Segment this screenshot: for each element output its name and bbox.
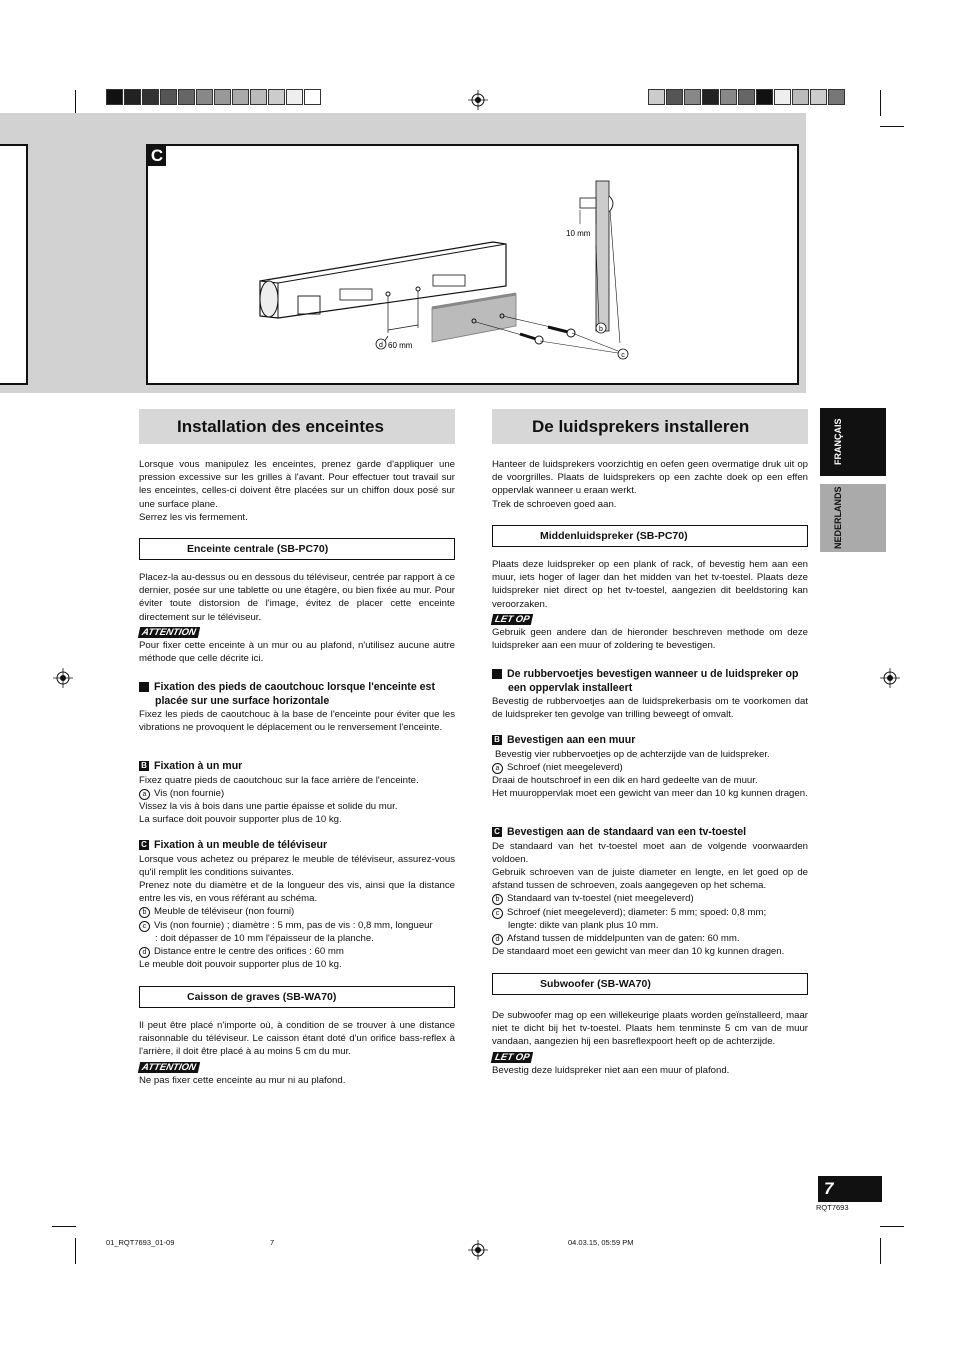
c-load-fr: Le meuble doit pouvoir supporter plus de 10 kg. [139, 959, 342, 971]
c-text2-nl: Gebruik schroeven van de juiste diameter en lengte, en let goed op de afstand tussen de schroeven, zoals aangegeven op het schema. [492, 867, 808, 892]
b-line1-nl: Bevestig vier rubbervoetjes op de achterzijde van de luidspreker. [495, 748, 770, 760]
b-line3-nl: Draai de houtschroef in een dik en hard gedeelte van de muur. [492, 775, 758, 786]
subtitle-sub-fr: Caisson de graves (SB-WA70) [139, 986, 455, 1008]
tab-francais-label: FRANÇAIS [833, 418, 843, 466]
letter-b-icon: B [139, 761, 149, 771]
letop-badge: LET OP [491, 614, 534, 625]
a-title-fr: Fixation des pieds de caoutchouc lorsque l'enceinte est placée sur une surface horizontale [154, 681, 435, 707]
subtitle-sub-nl: Subwoofer (SB-WA70) [492, 973, 808, 995]
crop-mark [75, 1238, 76, 1264]
crop-mark [880, 1226, 904, 1227]
letter-b-icon: B [492, 735, 502, 745]
intro-fr-p1: Lorsque vous manipulez les enceintes, prenez garde d'appliquer une pression excessive sur les grilles à l'avant. Pour effectuer tout travail sur les enceintes, celles-ci doivent être placées sur un chiffon doux posé sur une surface plane. [139, 459, 455, 510]
footer-date: 04.03.15, 05:59 PM [568, 1238, 634, 1247]
b-title-nl: Bevestigen aan een muur [507, 734, 636, 746]
center-text-fr: Placez-la au-dessus ou en dessous du téléviseur, centrée par rapport à ce dernier, posée sur une tablette ou une étagère, ou bien fixée au mur. Pour éviter toute distorsion de l'image, évitez de placer cette enceinte directement sur le téléviseur. [139, 572, 455, 623]
c-b-nl: Standaard van tv-toestel (niet meegeleverd) [507, 893, 694, 905]
sub-text-nl: De subwoofer mag op een willekeurige plaats worden geïnstalleerd, maar niet te dicht bij het tv-toestel. Plaats hem tenminste 5 cm van de muur vandaan, aangezien hij een basreflexpoort heeft op de achterzijde. [492, 1010, 808, 1048]
c-c2-nl: lengte: dikte van plank plus 10 mm. [508, 919, 659, 931]
callout-c: c [621, 352, 625, 359]
section-title-nl: De luidsprekers installeren [492, 409, 808, 444]
letter-a-icon: A [139, 682, 149, 692]
callout-b: b [599, 326, 603, 333]
figure-side-box [0, 144, 28, 385]
page-number: 7 [818, 1176, 882, 1202]
crop-mark [880, 1238, 881, 1264]
subtitle-center-nl: Middenluidspreker (SB-PC70) [492, 525, 808, 547]
c-d-nl: Afstand tussen de middelpunten van de gaten: 60 mm. [507, 933, 740, 945]
registration-target-icon [468, 90, 488, 110]
figure-label: C [148, 146, 166, 166]
attention-badge: ATTENTION [138, 627, 200, 638]
c-text2-fr: Prenez note du diamètre et de la longueur des vis, ainsi que la distance entre les vis, en vous référant au schéma. [139, 880, 455, 905]
b-line2-nl: Schroef (niet meegeleverd) [507, 761, 623, 773]
b-line4-nl: Het muuroppervlak moet een gewicht van meer dan 10 kg kunnen dragen. [492, 788, 808, 800]
page-code: RQT7693 [816, 1203, 849, 1212]
center-letop-nl: Gebruik geen andere dan de hieronder beschreven methode om deze luidspreker aan een muur of zoldering te bevestigen. [492, 627, 808, 652]
sub-attention-fr: Ne pas fixer cette enceinte au mur ni au plafond. [139, 1074, 346, 1086]
speaker-mount-diagram [148, 146, 797, 383]
c-load-nl: De standaard moet een gewicht van meer dan 10 kg kunnen dragen. [492, 946, 785, 958]
crop-mark [880, 126, 904, 127]
section-a-fr [133, 681, 455, 735]
circle-a-icon: a [139, 789, 150, 800]
section-title-fr: Installation des enceintes [139, 409, 455, 444]
c-c1-nl: Schroef (niet meegeleverd); diameter: 5 mm; spoed: 0,8 mm; [507, 906, 767, 918]
intro-nl-p1: Hanteer de luidsprekers voorzichtig en oefen geen overmatige druk uit op de voorgrilles. Plaats de luidsprekers op een zachte doek op een effen oppervlak wanneer u eraan werkt. [492, 459, 808, 497]
color-bar-left [106, 89, 322, 107]
tab-nederlands-label: NEDERLANDS [833, 486, 843, 550]
footer-page: 7 [270, 1238, 275, 1247]
center-text-nl: Plaats deze luidspreker op een plank of rack, of bevestig hem aan een muur, iets hoger of lager dan het midden van het tv-toestel. Plaats deze luidspreker niet direct op het tv-toestel, aangezien dit beeldstoring kan veroorzaken. [492, 559, 808, 610]
circle-c-icon: c [139, 921, 150, 932]
circle-d-icon: d [139, 947, 150, 958]
section-a-nl [486, 668, 808, 722]
circle-a-icon: a [492, 763, 503, 774]
sub-letop-nl: Bevestig deze luidspreker niet aan een muur of plafond. [492, 1064, 730, 1076]
c-title-nl: Bevestigen aan de standaard van een tv-toestel [507, 826, 747, 838]
c-c1-fr: Vis (non fournie) ; diamètre : 5 mm, pas de vis : 0,8 mm, longueur [154, 919, 433, 931]
center-attention-fr: Pour fixer cette enceinte à un mur ou au plafond, n'utilisez aucune autre méthode que celle décrite ici. [139, 640, 455, 665]
c-text1-fr: Lorsque vous achetez ou préparez le meuble de téléviseur, assurez-vous qu'il remplit les conditions suivantes. [139, 853, 455, 878]
b-line1-fr: Fixez quatre pieds de caoutchouc sur la face arrière de l'enceinte. [139, 774, 419, 786]
footer-file: 01_RQT7693_01-09 [106, 1238, 175, 1247]
a-title-nl: De rubbervoetjes bevestigen wanneer u de luidspreker op een oppervlak installeert [507, 668, 799, 694]
registration-target-icon [468, 1240, 488, 1260]
section-b-nl [492, 734, 808, 800]
crop-mark [52, 1226, 76, 1227]
letter-c-icon: C [139, 840, 149, 850]
a-text-fr: Fixez les pieds de caoutchouc à la base de l'enceinte pour éviter que les vibrations ne provoquent le déplacement ou le renversement l'enceinte. [139, 709, 455, 734]
subtitle-center-fr: Enceinte centrale (SB-PC70) [139, 538, 455, 560]
sub-block-fr [139, 1019, 455, 1087]
c-c2-fr: : doit dépasser de 10 mm l'épaisseur de la planche. [155, 932, 374, 944]
letop-badge: LET OP [491, 1052, 534, 1063]
registration-target-icon [880, 668, 900, 688]
circle-d-icon: d [492, 934, 503, 945]
circle-b-icon: b [139, 907, 150, 918]
dim-10mm-label: 10 mm [566, 229, 591, 238]
b-line2-fr: Vis (non fournie) [154, 787, 225, 799]
c-title-fr: Fixation à un meuble de téléviseur [154, 839, 328, 851]
section-c-nl [492, 826, 808, 958]
registration-target-icon [53, 668, 73, 688]
letter-c-icon: C [492, 827, 502, 837]
tab-francais [820, 408, 886, 476]
sub-text-fr: Il peut être placé n'importe où, à condition de se trouver à une distance raisonnable du téléviseur. Le caisson étant doté d'un orifice bass-reflex à l'arrière, il doit être placé à au moins 5 cm du mur. [139, 1020, 455, 1058]
center-block-nl [492, 558, 808, 652]
crop-mark [880, 90, 881, 116]
attention-badge: ATTENTION [138, 1062, 200, 1073]
c-b-fr: Meuble de téléviseur (non fourni) [154, 906, 295, 918]
b-line4-fr: La surface doit pouvoir supporter plus de 10 kg. [139, 814, 342, 826]
b-line3-fr: Vissez la vis à bois dans une partie épaisse et solide du mur. [139, 801, 398, 812]
a-text-nl: Bevestig de rubbervoetjes aan de luidsprekerbasis om te voorkomen dat de luidspreker ten gevolge van trilling beweegt of omvalt. [492, 696, 808, 721]
c-d-fr: Distance entre le centre des orifices : 60 mm [154, 946, 344, 958]
tab-nederlands [820, 484, 886, 552]
section-b-fr [139, 760, 455, 826]
color-bar-right [648, 89, 846, 107]
b-title-fr: Fixation à un mur [154, 760, 243, 772]
circle-c-icon: c [492, 908, 503, 919]
intro-fr [139, 458, 455, 524]
circle-b-icon: b [492, 894, 503, 905]
dim-60mm-label: 60 mm [388, 341, 413, 350]
section-c-fr [139, 839, 455, 971]
c-text1-nl: De standaard van het tv-toestel moet aan de volgende voorwaarden voldoen. [492, 840, 808, 865]
letter-a-icon: A [492, 669, 502, 679]
callout-d: d [379, 342, 383, 349]
center-block-fr [139, 571, 455, 665]
sub-block-nl [492, 1009, 808, 1077]
intro-nl [492, 458, 808, 511]
intro-fr-p2: Serrez les vis fermement. [139, 511, 248, 523]
intro-nl-p2: Trek de schroeven goed aan. [492, 498, 617, 510]
